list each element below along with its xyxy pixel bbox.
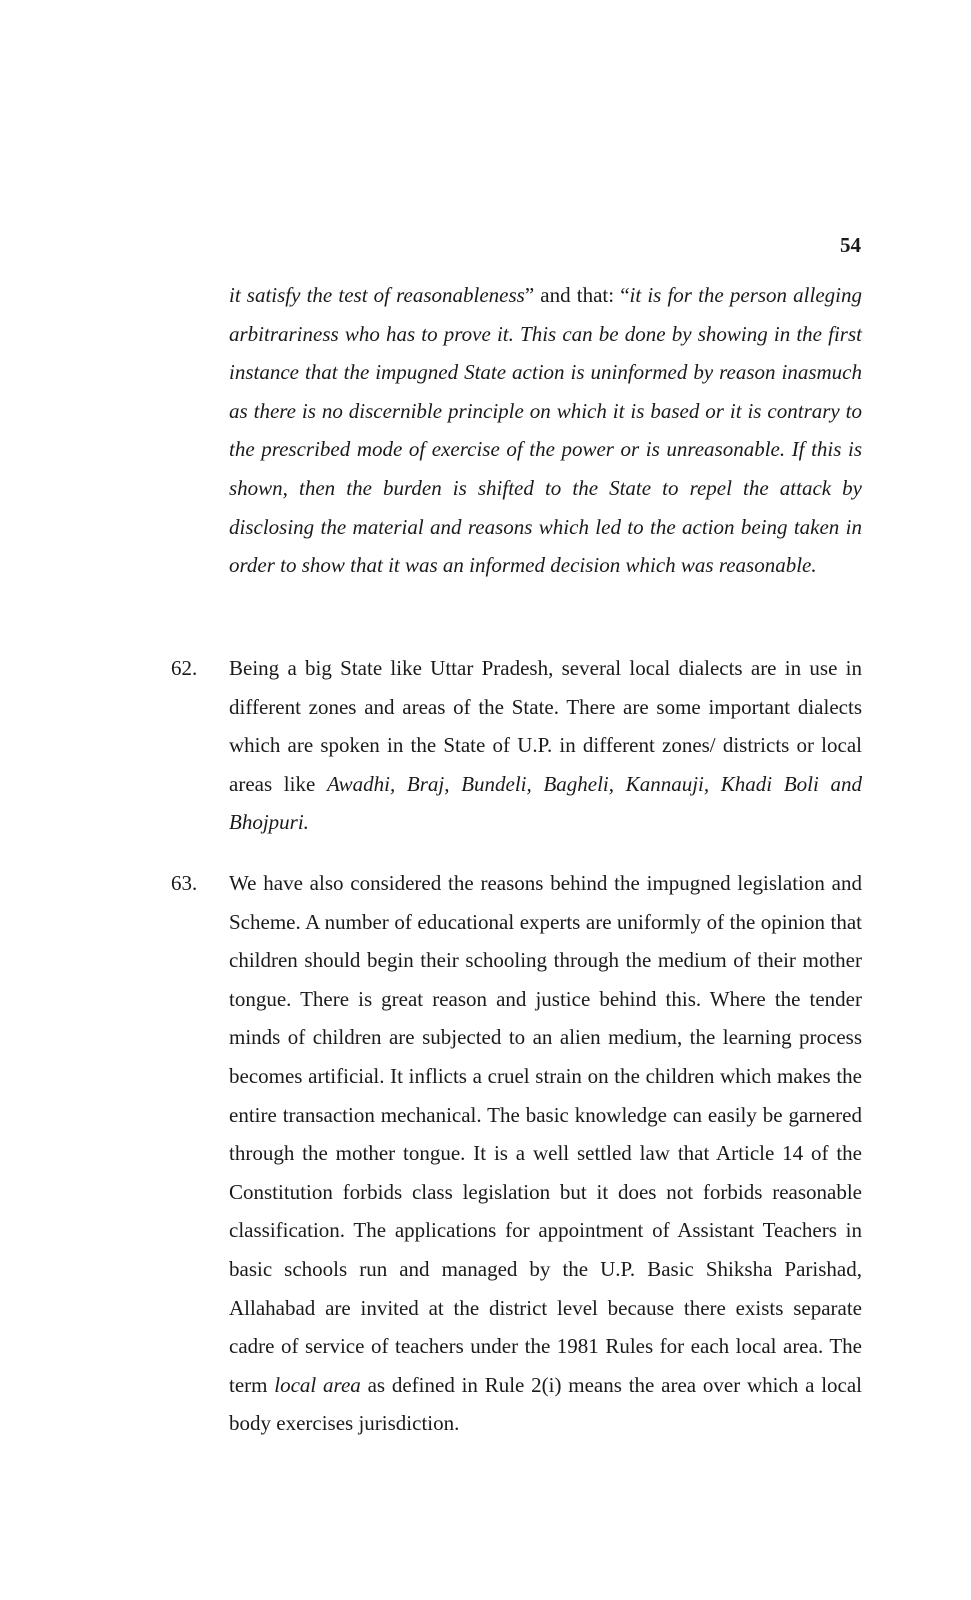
dialect-list-italic: Awadhi, Braj, Bundeli, Bagheli, Kannauji, Khadi Boli and Bhojpuri. [229, 771, 862, 835]
quote-italic-text: it satisfy the test of reasonableness [229, 283, 525, 307]
quote-italic-text: it is for the person alleging arbitrariness who has to prove it. This can be done by showing in the first instance that the impugned State action is uninformed by reason inasmuch as there is no discernible principle on which it is based or it is contrary to the prescribed mode of exercise of the power or is unreasonable. If this is shown, then the burden is shifted to the State to repel the attack by disclosing the material and reasons which led to the action being taken in order to show that it was an informed decision which was reasonable. [229, 283, 863, 578]
quoted-continuation-paragraph [229, 276, 862, 585]
paragraph-62 [229, 649, 862, 842]
paragraph-text: We have also considered the reasons behind the impugned legislation and Scheme. A number of educational experts are uniformly of the opinion that children should begin their schooling through the medium of their mother tongue. There is great reason and justice behind this. Where the tender minds of children are subjected to an alien medium, the learning process becomes artificial. It inflicts a cruel strain on the children which makes the entire transaction mechanical. The basic knowledge can easily be garnered through the mother tongue. It is a well settled law that Article 14 of the Constitution forbids class legislation but it does not forbids reasonable classification. The applications for appointment of Assistant Teachers in basic schools run and managed by the U.P. Basic Shiksha Parishad, Allahabad are invited at the district level because there exists separate cadre of service of teachers under the 1981 Rules for each local area. The term [229, 871, 862, 1397]
defined-term-italic: local area [274, 1372, 361, 1397]
quote-connector-text: ” and that: “ [524, 283, 630, 307]
paragraph-number: 63. [171, 871, 198, 895]
page-number: 54 [840, 233, 861, 257]
paragraph-number: 62. [171, 656, 198, 680]
paragraph-text: Being a big State like Uttar Pradesh, several local dialects are in use in different zones and areas of the State. There are some important dialects which are spoken in the State of U.P. in different zones/ districts or local areas like [229, 656, 862, 796]
paragraph-text: as defined in Rule 2(i) means the area over which a local body exercises jurisdiction. [229, 1372, 863, 1436]
paragraph-63 [229, 864, 862, 1443]
